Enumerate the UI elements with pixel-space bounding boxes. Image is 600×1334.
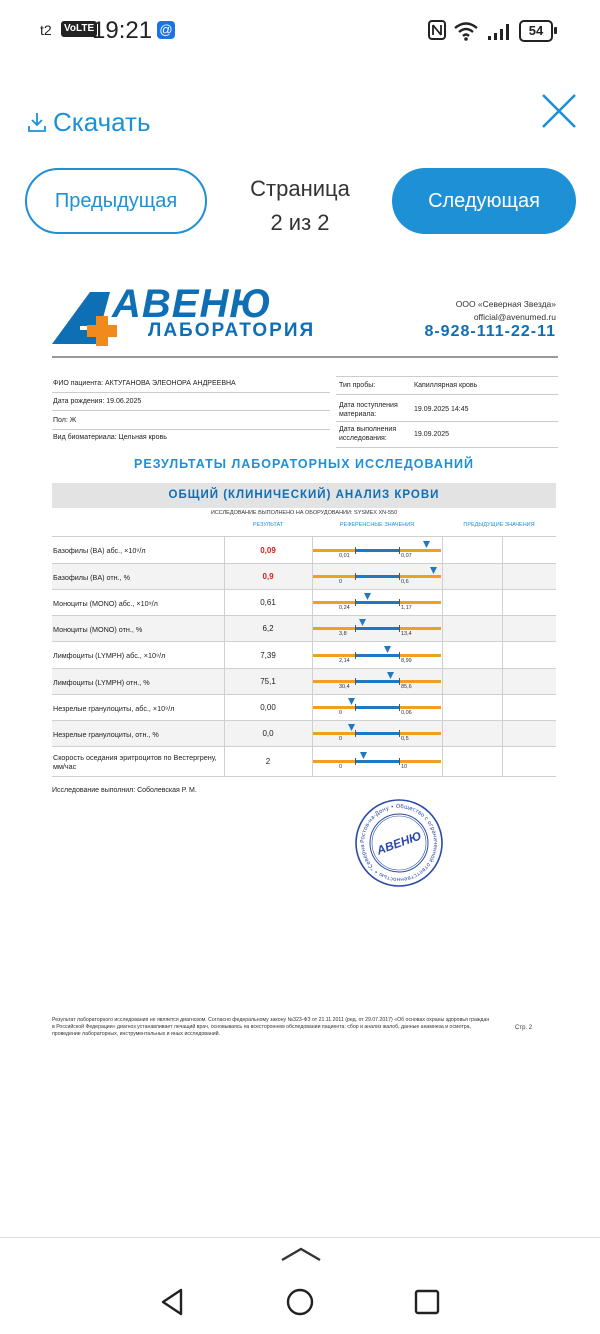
back-button[interactable] [160, 1288, 184, 1321]
close-button[interactable] [540, 92, 578, 130]
result-marker-icon [423, 541, 430, 548]
patient-dob: Дата рождения: 19.06.2025 [53, 398, 142, 405]
reference-range-segment [355, 732, 399, 735]
info-divider [336, 376, 558, 377]
result-marker-icon [364, 593, 371, 600]
info-divider [52, 410, 330, 411]
reference-tick [355, 704, 356, 711]
result-marker-icon [384, 646, 391, 653]
row-test-name: Скорость оседания эритроцитов по Вестергрену, мм/час [53, 753, 217, 771]
column-header-result: РЕЗУЛЬТАТ [252, 522, 284, 528]
received-label: Дата поступления материала: [339, 402, 398, 418]
column-header-reference: РЕФЕРЕНСНЫЕ ЗНАЧЕНИЯ [339, 522, 415, 528]
result-marker-icon [430, 567, 437, 574]
reference-high: 13,4 [401, 631, 412, 637]
page-indicator-line2: 2 из 2 [270, 210, 330, 235]
reference-tick [355, 625, 356, 632]
volte-badge: VoLTE [61, 21, 97, 37]
row-test-name: Базофилы (BA) абс., ×10⁹/л [53, 546, 146, 555]
reference-range-segment [399, 760, 441, 763]
company-block [380, 298, 556, 324]
table-row [52, 668, 556, 695]
previous-page-button[interactable]: Предыдущая [25, 168, 207, 234]
reference-range-segment [355, 680, 399, 683]
column-divider [502, 537, 503, 564]
close-icon [540, 92, 578, 130]
reference-high: 85,6 [401, 684, 412, 690]
reference-low: 0 [339, 710, 343, 716]
column-divider [442, 695, 443, 721]
chevron-up-icon [280, 1246, 322, 1262]
column-divider [224, 590, 225, 616]
reference-tick [399, 599, 400, 606]
reference-range-segment [355, 706, 399, 709]
column-divider [442, 642, 443, 669]
table-row [52, 746, 556, 777]
table-row [52, 536, 556, 564]
reference-range-segment [313, 732, 355, 735]
reference-range-segment [313, 680, 355, 683]
row-test-name: Незрелые гранулоциты, абс., ×10⁹/л [53, 703, 175, 713]
row-test-name: Лимфоциты (LYMPH) отн., % [53, 677, 150, 687]
carrier-label: t2 [40, 22, 52, 38]
reference-range-segment [399, 575, 441, 578]
reference-tick [399, 758, 400, 765]
info-divider [336, 447, 558, 448]
reference-low: 2,14 [339, 658, 350, 664]
row-result-value: 2 [265, 757, 271, 766]
column-divider [224, 669, 225, 695]
row-test-name: Незрелые гранулоциты, отн., % [53, 729, 159, 739]
company-name: ООО «Северная Звезда» [455, 299, 556, 309]
reference-high: 0,07 [401, 553, 412, 559]
reference-low: 3,8 [339, 631, 347, 637]
nav-divider [0, 1237, 600, 1238]
reference-tick [399, 704, 400, 711]
column-divider [224, 616, 225, 642]
column-divider [442, 721, 443, 747]
column-divider [502, 747, 503, 777]
reference-low: 30,4 [339, 684, 350, 690]
received-value: 19.09.2025 14:45 [414, 406, 469, 413]
page-indicator-line1: Страница [250, 176, 350, 201]
panel-title: ОБЩИЙ (КЛИНИЧЕСКИЙ) АНАЛИЗ КРОВИ [52, 483, 556, 508]
column-divider [442, 616, 443, 642]
reference-tick [355, 547, 356, 554]
table-row [52, 563, 556, 590]
row-result-value: 0,00 [260, 703, 276, 712]
reference-range-segment [355, 627, 399, 630]
reference-range-segment [399, 732, 441, 735]
reference-tick [399, 652, 400, 659]
stamp-brand: АВЕНЮ [374, 828, 424, 858]
reference-range-segment [399, 627, 441, 630]
column-divider [442, 669, 443, 695]
reference-range-segment [313, 760, 355, 763]
equipment-note: ИССЛЕДОВАНИЕ ВЫПОЛНЕНО НА ОБОРУДОВАНИИ: SYSMEX XN-550 [210, 510, 398, 516]
row-result-value: 0,09 [260, 545, 276, 555]
table-row [52, 615, 556, 642]
logo-subtitle: ЛАБОРАТОРИЯ [148, 320, 316, 341]
done-label: Дата выполнения исследования: [339, 426, 397, 442]
table-row [52, 641, 556, 669]
reference-tick [399, 573, 400, 580]
column-divider [442, 590, 443, 616]
wifi-icon [453, 21, 479, 46]
expand-handle[interactable] [280, 1246, 322, 1267]
download-button[interactable] [27, 107, 151, 138]
company-phone: 8-928-111-22-11 [424, 323, 556, 340]
stamp [354, 798, 444, 893]
battery-icon: 54 [519, 20, 553, 42]
column-divider [224, 747, 225, 777]
info-divider [336, 394, 558, 395]
reference-high: 0,06 [401, 710, 412, 716]
reference-low: 0 [339, 736, 343, 742]
reference-range-segment [313, 654, 355, 657]
reference-tick [399, 678, 400, 685]
reference-high: 0,5 [401, 736, 409, 742]
reference-range-segment [399, 654, 441, 657]
reference-tick [399, 547, 400, 554]
reference-high: 1,17 [401, 605, 412, 611]
company-email: official@avenumed.ru [473, 312, 556, 322]
reference-low: 0,24 [339, 605, 350, 611]
recents-button[interactable] [414, 1289, 440, 1320]
reference-range-segment [355, 760, 399, 763]
reference-low: 0,01 [339, 553, 350, 559]
result-marker-icon [348, 724, 355, 731]
row-result-value: 75,1 [260, 677, 276, 686]
column-divider [224, 695, 225, 721]
download-label: Скачать [53, 107, 151, 137]
reference-high: 8,99 [401, 658, 412, 664]
patient-biomaterial: Вид биоматериала: Цельная кровь [53, 434, 167, 441]
done-value: 19.09.2025 [414, 431, 450, 438]
row-test-name: Лимфоциты (LYMPH) абс., ×10⁹/л [53, 651, 166, 660]
reference-range-segment [399, 706, 441, 709]
reference-tick [355, 758, 356, 765]
column-divider [224, 721, 225, 747]
home-circle-icon [286, 1288, 314, 1316]
reference-range-segment [313, 706, 355, 709]
reference-high: 10 [401, 764, 408, 770]
result-marker-icon [359, 619, 366, 626]
signal-icon [487, 22, 513, 45]
column-divider [224, 642, 225, 669]
table-row [52, 589, 556, 616]
table-bottom-border [52, 776, 556, 777]
table-row [52, 720, 556, 747]
row-test-name: Моноциты (MONO) абс., ×10⁹/л [53, 598, 158, 608]
download-icon [27, 111, 47, 133]
column-header-previous: ПРЕДЫДУЩИЕ ЗНАЧЕНИЯ [463, 522, 535, 528]
chat-app-icon: @ [157, 21, 175, 39]
reference-range-segment [355, 654, 399, 657]
nfc-icon [428, 20, 446, 45]
column-divider [442, 564, 443, 590]
result-marker-icon [348, 698, 355, 705]
reference-tick [355, 678, 356, 685]
reference-range-segment [313, 601, 355, 604]
row-result-value: 0,61 [260, 598, 276, 607]
patient-name: ФИО пациента: АКТУГАНОВА ЭЛЕОНОРА АНДРЕЕВНА [53, 380, 236, 387]
reference-low: 0 [339, 764, 343, 770]
sample-type-label: Тип пробы: [339, 382, 376, 389]
back-triangle-icon [160, 1288, 184, 1316]
reference-tick [355, 652, 356, 659]
reference-range-segment [355, 601, 399, 604]
column-divider [502, 590, 503, 616]
column-divider [502, 642, 503, 669]
column-divider [442, 537, 443, 564]
reference-tick [399, 625, 400, 632]
reference-range-segment [313, 549, 355, 552]
reference-range-segment [313, 575, 355, 578]
header-divider [52, 356, 558, 358]
info-divider [52, 392, 330, 393]
clock: 19:21 [92, 17, 153, 44]
disclaimer: Результат лабораторного исследования не является диагнозом. Согласно федеральному закону №323-ФЗ от 21.11.2011 (ред. от 29.07.2017) «Об основах охраны здоровья граждан в Российской Федерации» диагноз устанавливает лечащий врач, основываясь на всестороннем обследовании пациента: сбор и анализ жалоб, данные анамнеза и осмотра, проведение лабораторных, инструментальных и иных исследований. [52, 1017, 490, 1037]
reference-range-segment [399, 601, 441, 604]
reference-high: 0,6 [401, 579, 409, 585]
reference-tick [399, 730, 400, 737]
column-divider [442, 747, 443, 777]
performer: Исследование выполнил: Соболевская Р. М. [52, 787, 197, 794]
reference-tick [355, 730, 356, 737]
row-result-value: 6,2 [262, 624, 274, 633]
reference-range-segment [313, 627, 355, 630]
sample-type-value: Капиллярная кровь [414, 382, 478, 389]
page-number: Стр. 2 [515, 1025, 533, 1031]
page-indicator [228, 172, 372, 240]
document-page[interactable] [0, 270, 600, 1060]
column-divider [502, 616, 503, 642]
recents-square-icon [414, 1289, 440, 1315]
results-title: РЕЗУЛЬТАТЫ ЛАБОРАТОРНЫХ ИССЛЕДОВАНИЙ [134, 457, 474, 471]
column-divider [502, 721, 503, 747]
reference-range-segment [355, 549, 399, 552]
result-marker-icon [387, 672, 394, 679]
battery-tip [554, 27, 557, 34]
status-bar [0, 0, 600, 64]
row-result-value: 7,39 [260, 650, 276, 660]
logo-name: АВЕНЮ [112, 282, 273, 326]
column-divider [502, 669, 503, 695]
stamp-ring-text: Ростов-на-Дону • Общество с ограниченной ответственностью • "Северна [359, 803, 439, 883]
reference-range-segment [399, 680, 441, 683]
reference-tick [355, 573, 356, 580]
row-result-value: 0,0 [262, 729, 274, 738]
next-page-button[interactable]: Следующая [392, 168, 576, 234]
row-test-name: Моноциты (MONO) отн., % [53, 624, 143, 634]
table-row [52, 694, 556, 721]
column-divider [224, 564, 225, 590]
column-divider [502, 564, 503, 590]
column-divider [502, 695, 503, 721]
reference-low: 0 [339, 579, 343, 585]
result-marker-icon [360, 752, 367, 759]
home-button[interactable] [286, 1288, 314, 1321]
info-divider [336, 421, 558, 422]
info-divider [52, 429, 330, 430]
column-divider [224, 537, 225, 564]
reference-range-segment [355, 575, 399, 578]
patient-sex: Пол: Ж [53, 417, 77, 424]
row-test-name: Базофилы (BA) отн., % [53, 572, 130, 582]
reference-tick [355, 599, 356, 606]
row-result-value: 0,9 [262, 572, 274, 581]
reference-range-segment [399, 549, 441, 552]
